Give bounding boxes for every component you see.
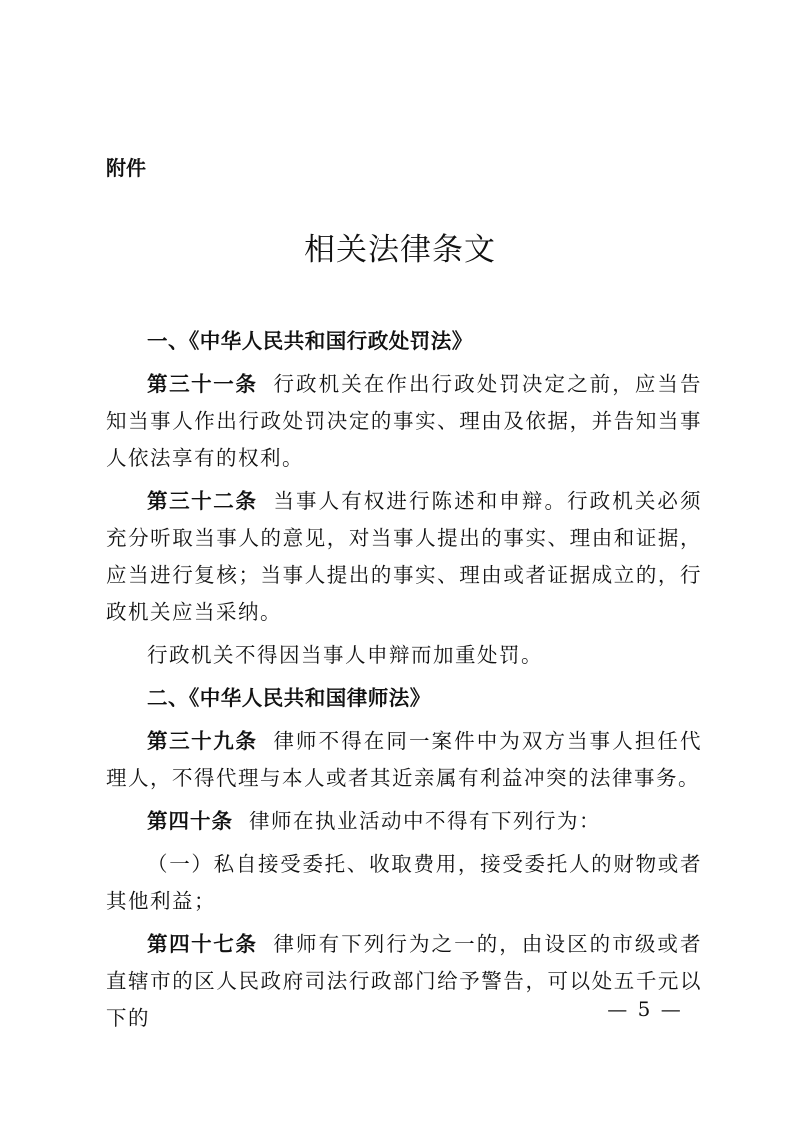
article-32-paragraph-2: 行政机关不得因当事人申辩而加重处罚。 [147,643,543,667]
article-39-text: 律师不得在同一案件中为双方当事人担任代理人，不得代理与本人或者其近亲属有利益冲突的法律事务。 [106,729,703,790]
article-39-label: 第三十九条 [147,729,258,753]
page-title: 相关法律条文 [304,232,496,268]
article-40 [106,803,702,840]
attachment-label: 附件 [106,156,146,180]
article-40-text: 律师在执业活动中不得有下列行为： [249,809,601,833]
article-40-item-1: （一）私自接受委托、收取费用，接受委托人的财物或者其他利益； [106,852,702,913]
article-40-label: 第四十条 [147,809,233,833]
article-31 [106,366,702,477]
section-heading-lawyers-law: 二、《中华人民共和国律师法》 [147,686,431,710]
article-47-text: 律师有下列行为之一的，由设区的市级或者直辖市的区人民政府司法行政部门给予警告，可以处五千元以下的 [106,932,703,1030]
article-32-label: 第三十二条 [147,489,258,513]
document-body [106,323,702,1043]
article-39 [106,723,702,797]
article-47-label: 第四十七条 [147,932,258,956]
section-heading-administrative-penalty-law: 一、《中华人民共和国行政处罚法》 [147,329,473,353]
article-32-text: 当事人有权进行陈述和申辩。行政机关必须充分听取当事人的意见，对当事人提出的事实、理由和证据，应当进行复核；当事人提出的事实、理由或者证据成立的，行政机关应当采纳。 [106,489,703,624]
article-31-label: 第三十一条 [147,372,258,396]
page-number: — 5 — [607,997,683,1021]
article-31-text: 行政机关在作出行政处罚决定之前，应当告知当事人作出行政处罚决定的事实、理由及依据，并告知当事人依法享有的权利。 [106,372,703,470]
article-32 [106,483,702,631]
